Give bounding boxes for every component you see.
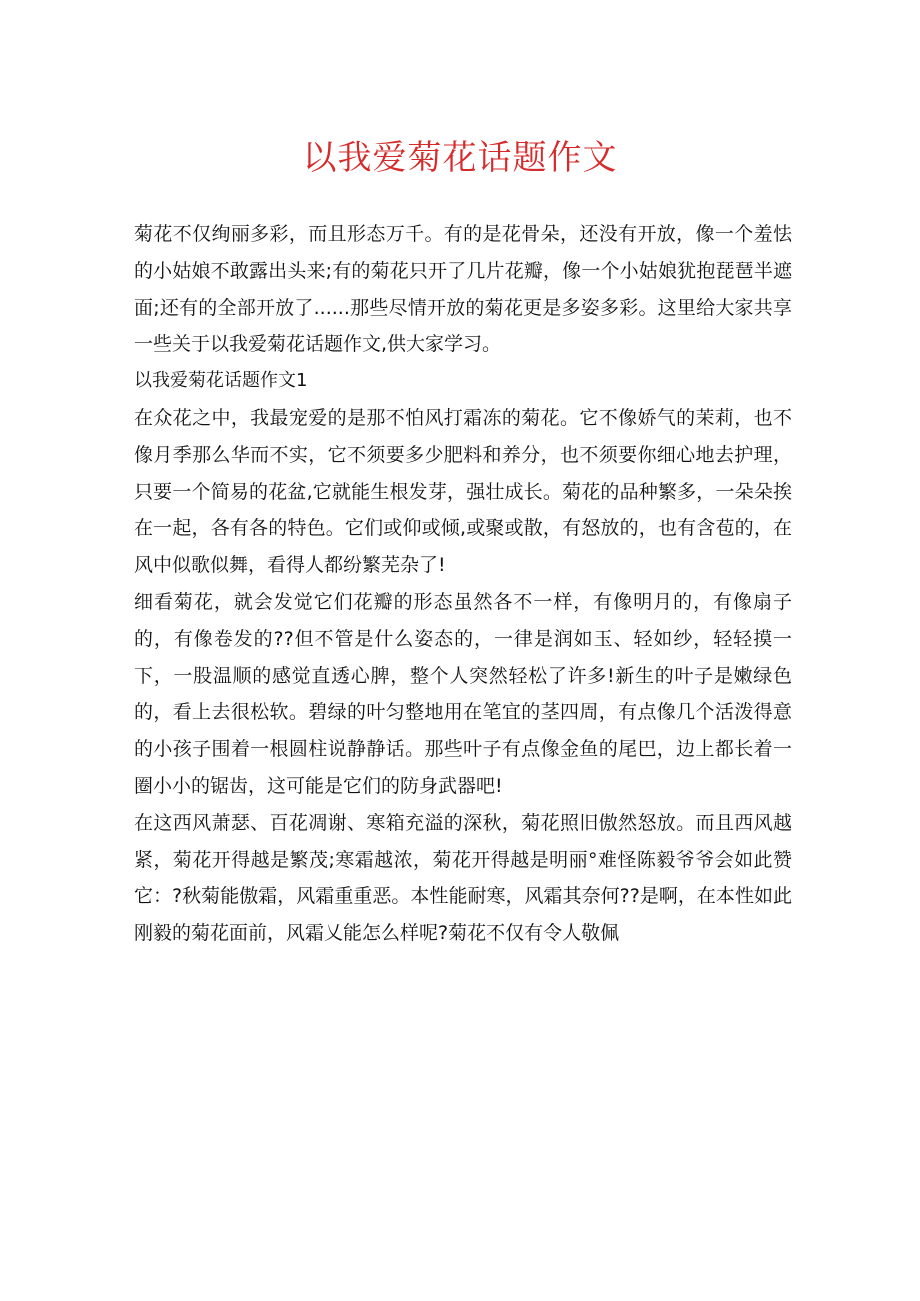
body-paragraph: 在众花之中，我最宠爱的是那不怕风打霜冻的菊花。它不像娇气的茉莉，也不像月季那么华而不实，它不须要多少肥料和养分，也不须要你细心地去护理，只要一个简易的花盆,它就能生根发芽，强壮成长。菊花的品种繁多，一朵朵挨在一起，各有各的特色。它们或仰或倾,或聚或散，有怒放的，也有含苞的，在风中似歌似舞，看得人都纷繁芜杂了!	[134, 406, 792, 577]
document-body	[134, 216, 792, 952]
document-title: 以我爱菊花话题作文	[302, 138, 618, 178]
intro-paragraph: 菊花不仅绚丽多彩，而且形态万千。有的是花骨朵，还没有开放，像一个羞怯的小姑娘不敢露出头来;有的菊花只开了几片花瓣，像一个小姑娘犹抱琵琶半遮面;还有的全部开放了......那些尽情开放的菊花更是多姿多彩。这里给大家共享一些关于以我爱菊花话题作文,供大家学习。	[134, 223, 792, 356]
body-paragraph: 在这西风萧瑟、百花凋谢、寒箱充溢的深秋，菊花照旧傲然怒放。而且西风越紧，菊花开得越是繁茂;寒霜越浓，菊花开得越是明丽°难怪陈毅爷爷会如此赞它：?秋菊能傲霜，风霜重重恶。本性能耐寒，风霜其奈何??是啊，在本性如此刚毅的菊花面前，风霜乂能怎么样呢?菊花不仅有令人敬佩	[134, 811, 792, 945]
body-paragraph: 细看菊花，就会发觉它们花瓣的形态虽然各不一样，有像明月的，有像扇子的，有像卷发的??但不管是什么姿态的，一律是润如玉、轻如纱，轻轻摸一下，一股温顺的感觉直透心脾，整个人突然轻松了许多!新生的叶子是嫩绿色的，看上去很松软。碧绿的叶匀整地用在笔宜的茎四周，有点像几个活泼得意的小孩子围着一根圆柱说静静话。那些叶子有点像金鱼的尾巴，边上都长着一圈小小的锯齿，这可能是它们的防身武器吧!	[134, 590, 792, 797]
section-heading: 以我爱菊花话题作文1	[134, 370, 308, 392]
